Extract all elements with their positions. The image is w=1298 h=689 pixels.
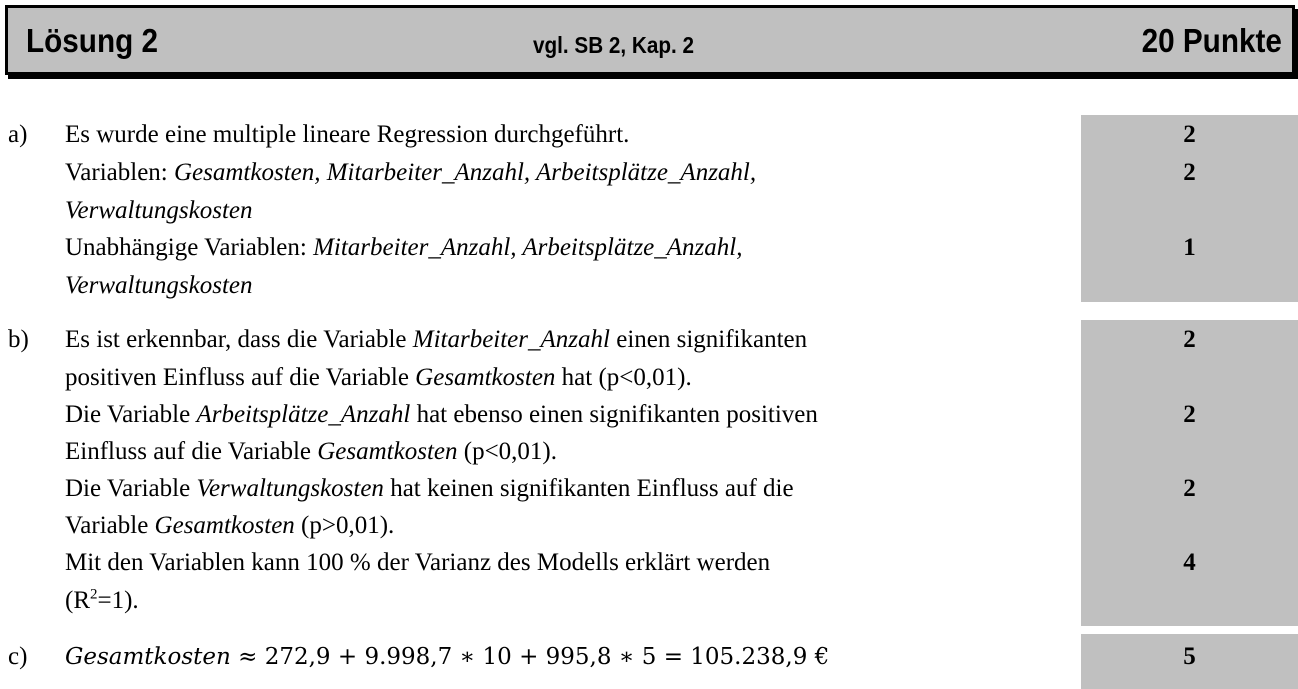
score-value: 4	[1183, 549, 1196, 576]
solution-title: Lösung 2	[26, 22, 159, 59]
solution-header	[5, 5, 1295, 75]
section-b-line: positiven Einfluss auf die Variable Gesamtkosten hat (p<0,01).	[65, 364, 692, 391]
section-a-line: Unabhängige Variablen: Mitarbeiter_Anzahl, Arbeitsplätze_Anzahl,	[65, 234, 743, 261]
section-b-label: b)	[8, 326, 29, 353]
section-b-line: $(R^2=1)$.	[65, 586, 139, 614]
section-b-line: Die Variable Arbeitsplätze_Anzahl hat ebenso einen signifikanten positiven	[65, 401, 818, 428]
cost-formula: Gesamtkosten ≈ 272,9 + 9.998,7 ∗ 10 + 995,8 ∗ 5 = 105.238,9 €	[65, 644, 830, 670]
score-value: 2	[1183, 475, 1196, 502]
section-b-line: Mit den Variablen kann 100 % der Varianz des Modells erklärt werden	[65, 549, 771, 576]
section-b-line: Es ist erkennbar, dass die Variable Mitarbeiter_Anzahl einen signifikanten	[65, 326, 808, 353]
section-a-line: Verwaltungskosten	[65, 272, 253, 299]
section-c-label: c)	[8, 643, 28, 670]
section-b-line: Variable Gesamtkosten (p>0,01).	[65, 512, 395, 539]
score-value: 2	[1183, 159, 1196, 186]
textbook-reference: vgl. SB 2, Kap. 2	[533, 32, 695, 58]
section-a-line: Variablen: Gesamtkosten, Mitarbeiter_Anzahl, Arbeitsplätze_Anzahl,	[65, 159, 757, 186]
score-value: 2	[1183, 326, 1196, 353]
score-value: 2	[1183, 401, 1196, 428]
score-value: 1	[1183, 234, 1196, 261]
score-value: 5	[1183, 643, 1196, 670]
score-column-b	[1081, 320, 1298, 626]
total-points: 20 Punkte	[1141, 22, 1282, 59]
section-a-line: Verwaltungskosten	[65, 197, 253, 224]
section-a-label: a)	[8, 121, 28, 148]
score-value: 2	[1183, 121, 1196, 148]
section-b-line: Einfluss auf die Variable Gesamtkosten (p<0,01).	[65, 438, 557, 465]
section-a-line: Es wurde eine multiple lineare Regression durchgeführt.	[65, 121, 630, 148]
section-b-line: Die Variable Verwaltungskosten hat keinen signifikanten Einfluss auf die	[65, 475, 794, 502]
